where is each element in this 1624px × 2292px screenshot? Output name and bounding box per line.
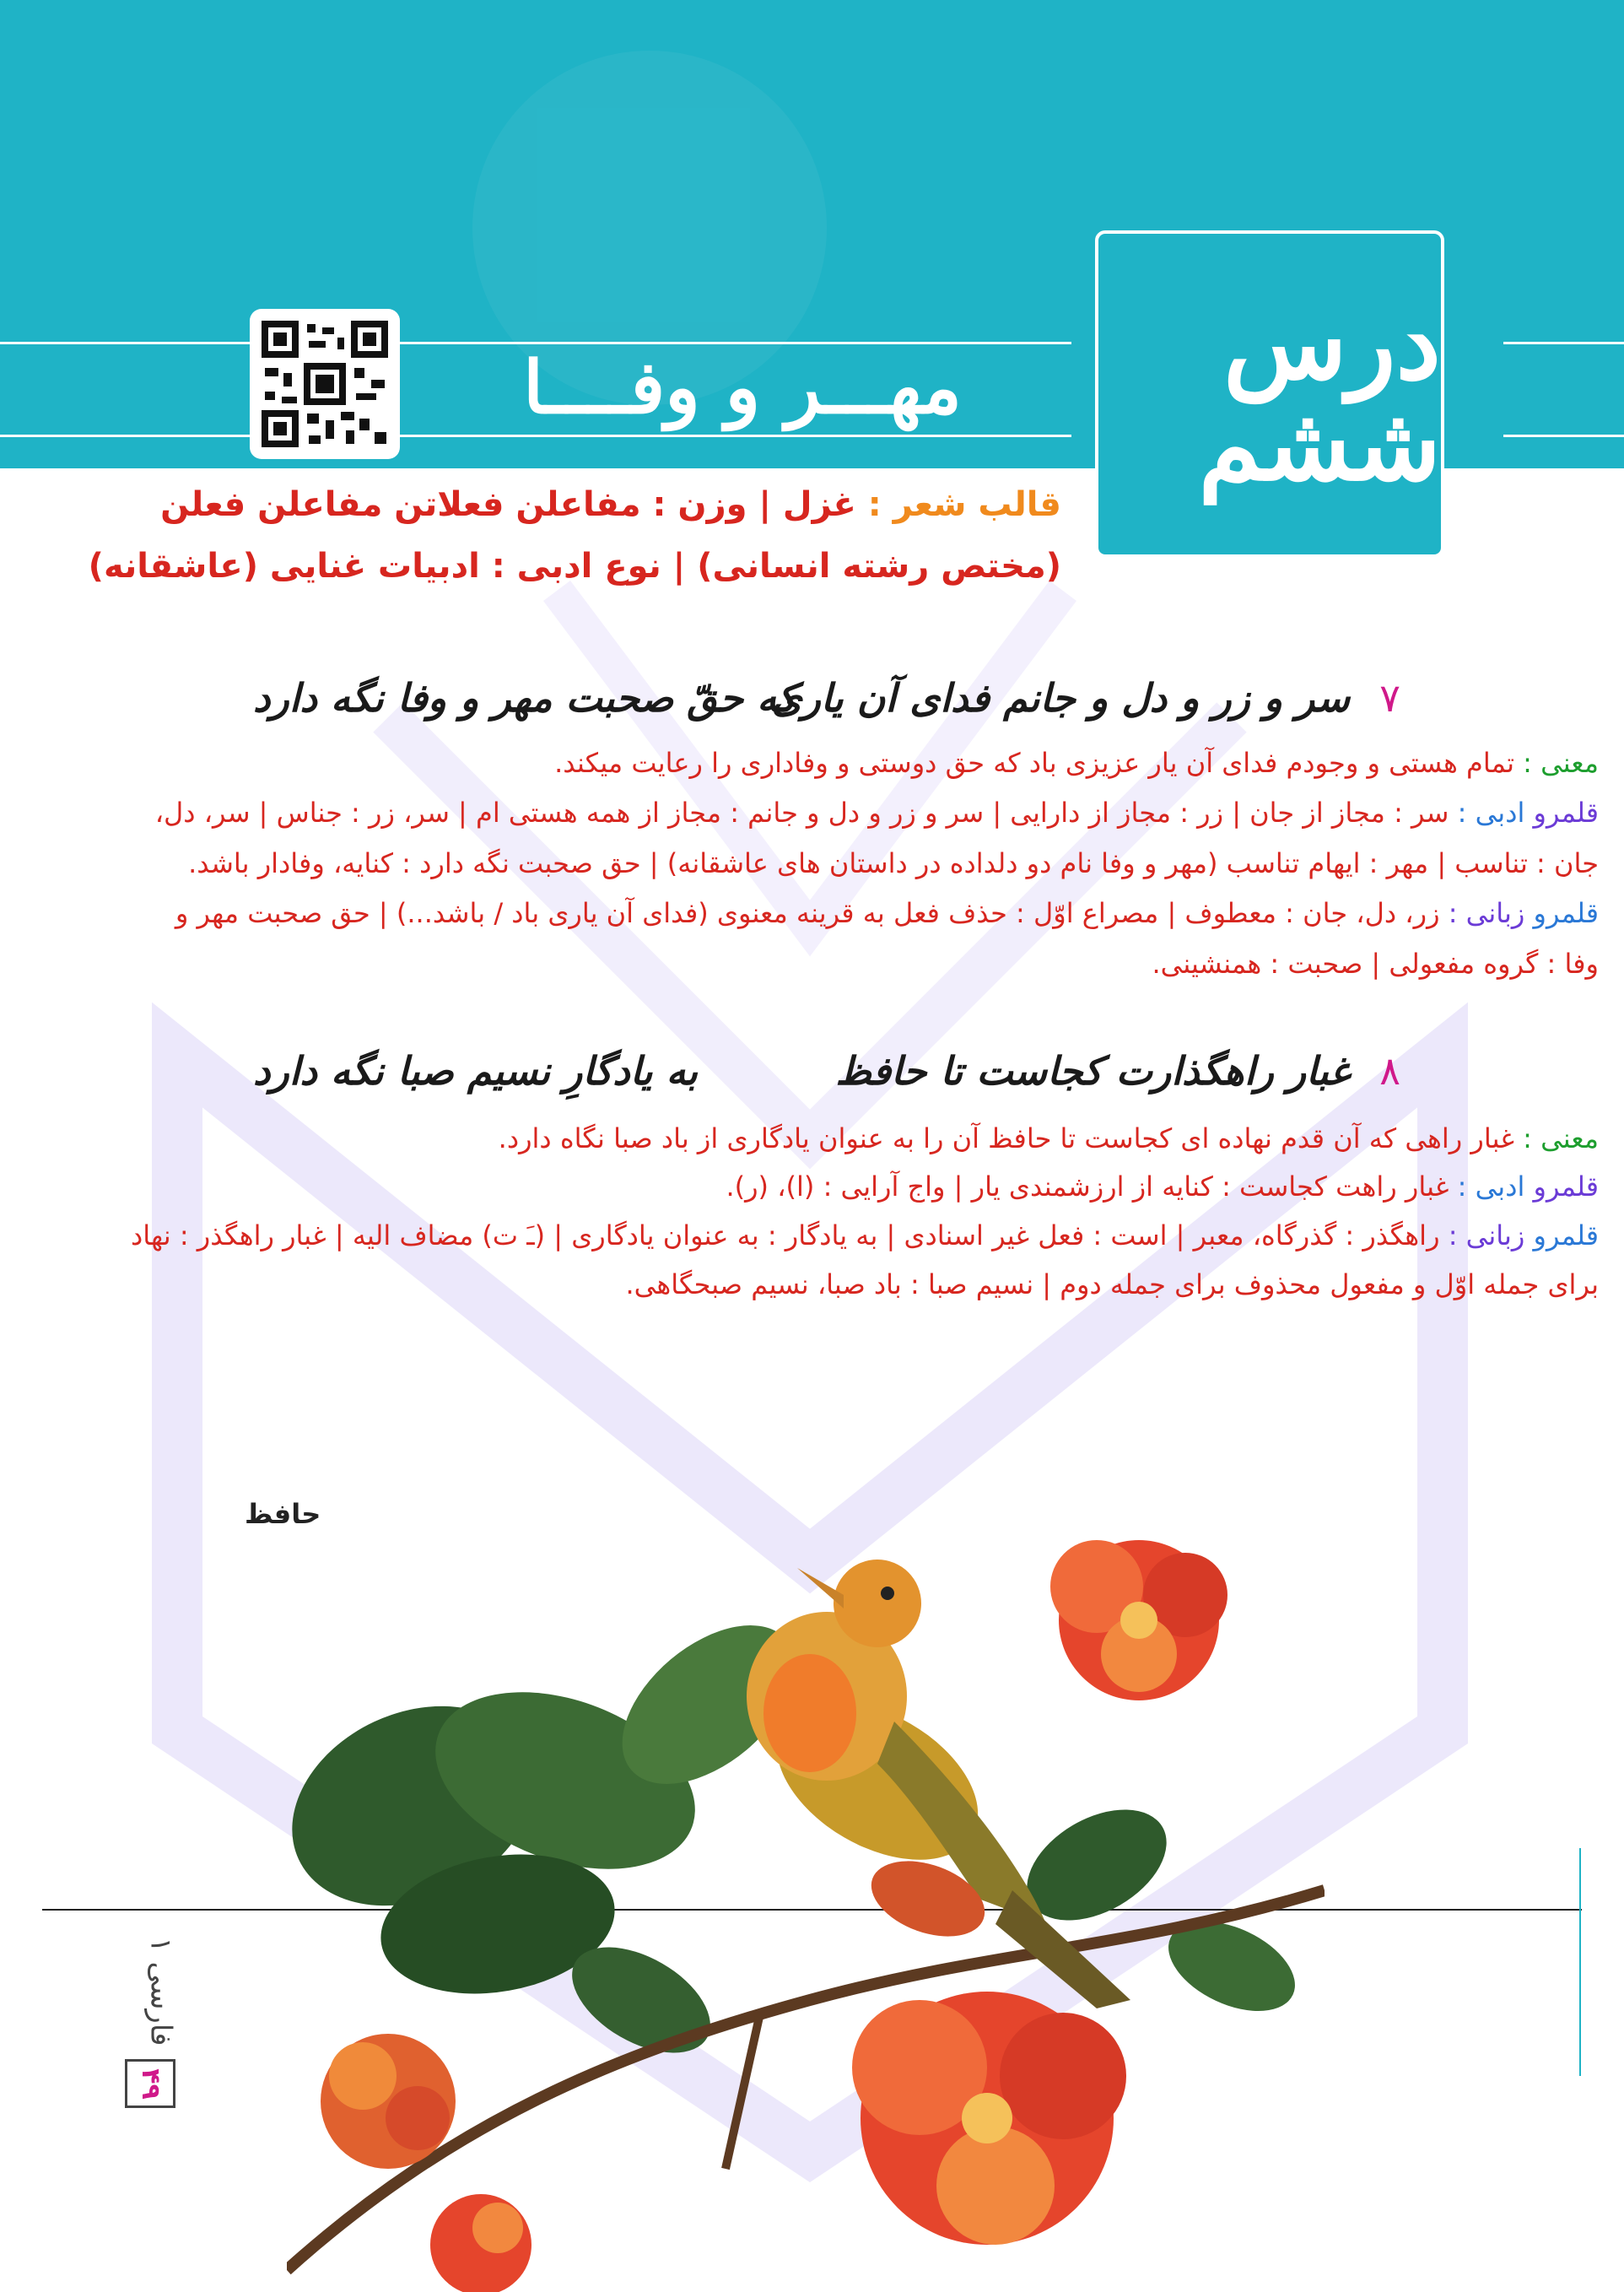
linguistic-label-2: زبانی : xyxy=(1448,1219,1525,1251)
literary-type-line: (مختص رشته انسانی) | نوع ادبی : ادبیات غنایی (عاشقانه) xyxy=(88,547,1061,586)
linguistic-text: راهگذر : گذرگاه، معبر | است : فعل غیر اسنادی | به یادگار : به عنوان یادگاری | (ـَ ت) مضاف الیه | غبار راهگذر : نهاد xyxy=(131,1219,1440,1251)
verse-7 xyxy=(219,658,1400,743)
literary-line-2: جان : تناسب | مهر : ایهام تناسب (مهر و وفا نام دو دلداده در داستان های عاشقانه) | حق صحبت نگه دارد : کنایه، وفادار باشد. xyxy=(188,847,1599,879)
bird-flower-illustration xyxy=(287,1527,1325,2292)
linguistic-label-2: زبانی : xyxy=(1448,897,1525,929)
meaning-line xyxy=(499,1122,1599,1155)
meaning-text: غبار راهی که آن قدم نهاده ای کجاست تا حافظ آن را به عنوان یادگاری از باد صبا نگاه دارد. xyxy=(498,1122,1514,1154)
linguistic-line-2: برای جمله اوّل و مفعول محذوف برای جمله دوم | نسیم صبا : باد صبا، نسیم صبحگاهی. xyxy=(625,1268,1599,1300)
literary-line xyxy=(726,1170,1599,1203)
literary-text: غبار راهت کجاست : کنایه از ارزشمندی یار | واج آرایی : (ا)، (ر). xyxy=(726,1170,1449,1203)
literary-label-1: قلمرو xyxy=(1533,797,1599,829)
meaning-label: معنی : xyxy=(1523,747,1599,779)
page-number: ۴۹ xyxy=(135,2068,165,2100)
verse-number: ۸ xyxy=(1379,1048,1400,1094)
linguistic-line xyxy=(175,896,1599,930)
page-number-box xyxy=(125,2059,175,2108)
literary-label-1: قلمرو xyxy=(1533,1170,1599,1203)
literary-label-2: ادبی : xyxy=(1457,1170,1525,1203)
lesson-number-box xyxy=(1095,230,1444,558)
meaning-text: تمام هستی و وجودم فدای آن یار عزیزی باد که حق دوستی و وفاداری را رعایت میکند. xyxy=(554,747,1514,779)
meaning-line xyxy=(554,746,1599,780)
book-name xyxy=(139,1937,181,2046)
linguistic-line-2: وفا : گروه مفعولی | صحبت : همنشینی. xyxy=(1152,948,1599,980)
linguistic-line xyxy=(131,1219,1599,1252)
poem-form-label: قالب شعر : xyxy=(867,485,1061,524)
poem-form-line xyxy=(160,485,1061,524)
lesson-label: درس ششم xyxy=(1198,284,1441,504)
verse-number: ۷ xyxy=(1379,675,1400,721)
header-line-top-right xyxy=(1503,342,1624,344)
verse-hemistich-1: غبار راهگذارت کجاست تا حافظ xyxy=(835,1048,1350,1094)
header-line-bottom-right xyxy=(1503,435,1624,437)
poet-name: حافظ xyxy=(245,1498,321,1530)
verse-hemistich-1: سر و زر و دل و جانم فدای آن یاری xyxy=(771,675,1350,721)
page-title: مهـــر و وفــــا xyxy=(523,345,962,430)
literary-label-2: ادبی : xyxy=(1457,797,1525,829)
meaning-label: معنی : xyxy=(1523,1122,1599,1154)
literary-line xyxy=(155,796,1599,830)
verse-hemistich-2: که حقّ صحبت مهر و وفا نگه دارد xyxy=(253,675,796,721)
linguistic-text: زر، دل، جان : معطوف | مصراع اوّل : حذف فعل به قرینه معنوی (فدای آن یاری باد / باشد...) | حق صحبت مهر و xyxy=(175,897,1440,929)
book-name-text: فارسی ۱ xyxy=(143,1937,177,2046)
margin-rule xyxy=(1579,1848,1581,2076)
poem-form-value: غزل | وزن : مفاعلن فعلاتن مفاعلن فعلن xyxy=(160,485,856,524)
verse-8 xyxy=(219,1031,1400,1116)
literary-text: سر : مجاز از جان | زر : مجاز از دارایی | سر و زر و دل و جانم : مجاز از همه هستی ام | سر، زر : جناس | سر، دل، xyxy=(154,797,1449,829)
qr-code-icon[interactable] xyxy=(250,309,400,459)
linguistic-label-1: قلمرو xyxy=(1533,1219,1599,1251)
linguistic-label-1: قلمرو xyxy=(1533,897,1599,929)
verse-hemistich-2: به یادگارِ نسیم صبا نگه دارد xyxy=(253,1048,699,1094)
